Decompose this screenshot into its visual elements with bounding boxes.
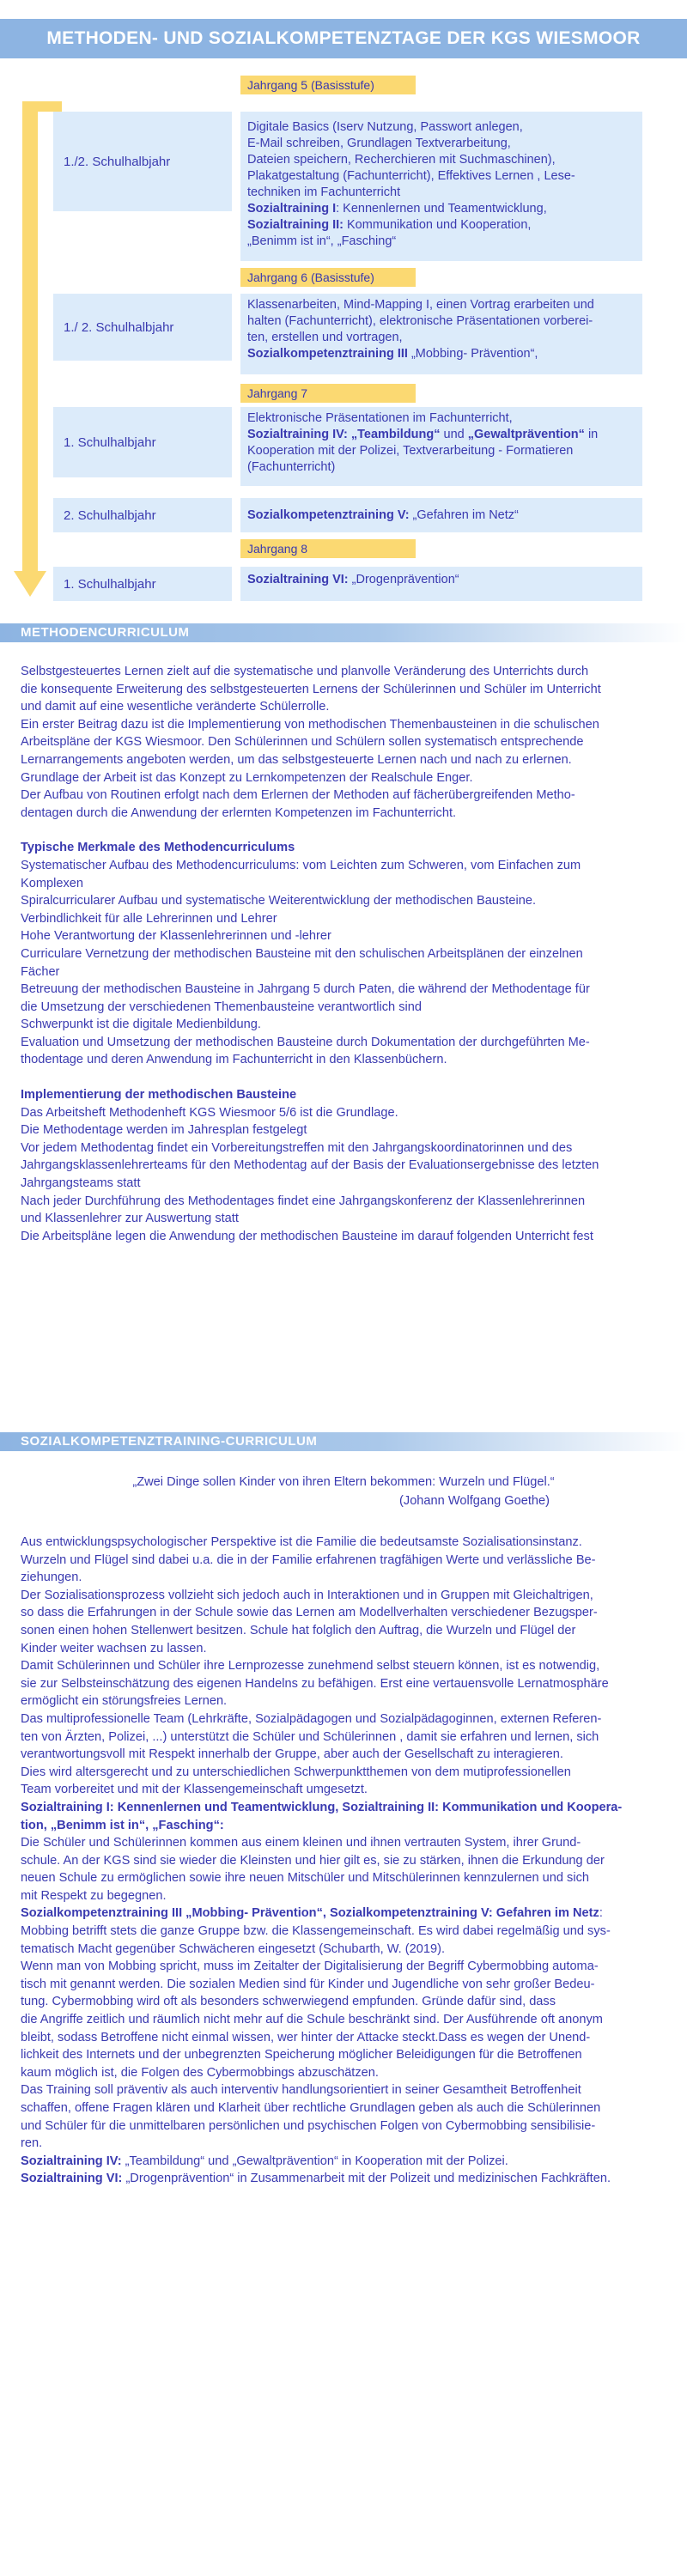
list-item: Fächer — [21, 964, 60, 979]
content-line — [247, 503, 635, 527]
grade-7-semester — [53, 407, 232, 477]
grade-5-content — [240, 112, 642, 261]
training-text: „Gefahren im Netz“ — [409, 508, 519, 522]
methoden-body — [21, 663, 675, 1245]
training-text: „Drogenprävention“ — [348, 573, 459, 586]
grade-6-label: Jahrgang 6 (Basisstufe) — [240, 268, 416, 287]
paragraph-line: Team vorbereitet und mit der Klassengemeinschaft umgesetzt. — [21, 1783, 368, 1797]
content-line: Kooperation mit der Polizei, Textverarbeitung - Formatieren — [247, 444, 574, 458]
paragraph-line: Mobbing betrifft stets die ganze Gruppe bzw. die Klassengemeinschaft. Es wird dabei regelmäßig und sys- — [21, 1924, 611, 1939]
paragraph-line: ren. — [21, 2136, 43, 2151]
training-label: Sozialkompetenztraining V: — [247, 508, 410, 522]
paragraph-line: so dass die Erfahrungen in der Schule sowie das Lernen am Modellverhalten verschiedener Bezugsper- — [21, 1606, 598, 1620]
paragraph-line: tematisch Macht gegenüber Schwächeren eingesetzt (Schubarth, W. (2019). — [21, 1941, 446, 1956]
paragraph-line: sonen einen hohen Stellenwert besitzen. Schule hat folglich den Auftrag, die Wurzeln und Flügel der — [21, 1623, 576, 1637]
sozial-body — [21, 1534, 675, 2188]
content-line: E-Mail schreiben, Grundlagen Textverarbeitung, — [247, 137, 511, 150]
impl-heading: Implementierung der methodischen Bausteine — [21, 1088, 297, 1103]
paragraph-line: und Schüler für die unmittelbaren persönlichen und psychischen Folgen von Cybermobbing sensibilisie- — [21, 2118, 596, 2133]
paragraph-line: Lernarrangements angeboten werden, um das selbstgesteuerte Lernen nach und nach zu erlernen. — [21, 752, 572, 767]
quote-text: „Zwei Dinge sollen Kinder von ihren Eltern bekommen: Wurzeln und Flügel.“ — [132, 1475, 555, 1489]
list-item: Schwerpunkt ist die digitale Medienbildung. — [21, 1018, 261, 1032]
semester-label: 1. Schulhalbjahr — [64, 576, 156, 592]
list-item: thodentage und deren Anwendung im Fachunterricht in den Klassenbüchern. — [21, 1053, 447, 1067]
training-text: „Drogenprävention“ in Zusammenarbeit mit der Polizeit und medizinischen Fachkräften. — [122, 2172, 611, 2186]
content-line: (Fachunterricht) — [247, 460, 336, 474]
training-heading-label: Sozialkompetenztraining III „Mobbing- Prävention“, Sozialkompetenztraining V: Gefahren im Netz — [21, 1906, 599, 1921]
training-text: und — [440, 428, 468, 441]
paragraph-line: dentagen durch die Anwendung der erlernten Kompetenzen im Fachunterricht. — [21, 805, 457, 820]
grade-5-label: Jahrgang 5 (Basisstufe) — [240, 76, 416, 94]
paragraph-line: lichkeit des Internets und der unbegrenzten Speicherung möglicher Beleidigungen für die Betroffenen — [21, 2048, 582, 2063]
paragraph-line: Damit Schülerinnen und Schüler ihre Lernprozesse zunehmend selbst steuern können, ist es notwendig, — [21, 1659, 600, 1674]
training-heading-end: : — [599, 1906, 603, 1921]
paragraph-line: Der Sozialisationsprozess vollzieht sich jedoch auch in Interaktionen und in Gruppen mit Gleichaltrigen, — [21, 1588, 593, 1602]
content-line — [247, 201, 635, 217]
paragraph-line: tung. Cybermobbing wird oft als besonders schwerwiegend empfunden. Gründe dafür sind, dass — [21, 1995, 556, 2009]
content-line: Dateien speichern, Recherchieren mit Suchmaschinen), — [247, 153, 556, 167]
grade-8-content — [240, 567, 642, 601]
training-text: in — [584, 428, 599, 441]
paragraph-line: sie zur Selbsteinschätzung des eigenen Handelns zu befähigen. Erst eine vertauensvolle Lernatmosphäre — [21, 1676, 609, 1691]
content-line: „Benimm ist in“, „Fasching“ — [247, 234, 397, 248]
paragraph-line: ten von Ärzten, Polizei, ...) unterstützt die Schüler und Schülerinnen , damit sie erfahren und lernen, sich — [21, 1729, 599, 1744]
grade-6-semester — [53, 294, 232, 361]
paragraph-line: ziehungen. — [21, 1571, 82, 1585]
paragraph-line: Das multiprofessionelle Team (Lehrkräfte, Sozialpädagogen und Sozialpädagoginnen, externen Referen- — [21, 1711, 602, 1726]
training-heading: tion, „Benimm ist in“, „Fasching“: — [21, 1818, 224, 1832]
content-line — [247, 572, 635, 587]
list-item: Betreuung der methodischen Bausteine in Jahrgang 5 durch Paten, die während der Methodentage für — [21, 982, 590, 997]
training-label: Sozialkompetenztraining III — [247, 347, 408, 361]
training-text: : Kennenlernen und Teamentwicklung, — [336, 202, 547, 216]
paragraph-line: Wenn man von Mobbing spricht, muss im Zeitalter der Digitalisierung der Begriff Cybermobbing automa- — [21, 1959, 599, 1974]
list-item: Nach jeder Durchführung des Methodentages findet eine Jahrgangskonferenz der Klassenlehrerinnen — [21, 1194, 586, 1208]
grade-6-content — [240, 294, 642, 374]
training-label: Sozialtraining II: — [247, 218, 344, 232]
list-item: Vor jedem Methodentag findet ein Vorbereitungstreffen mit den Jahrgangskoordinatorinnen und des — [21, 1140, 573, 1155]
paragraph-line: bleibt, sodass Betroffene nicht einmal wissen, wer hinter der Attacke steckt.Dass es wegen der Unend- — [21, 2030, 591, 2044]
content-line — [247, 346, 635, 362]
merkmale-heading: Typische Merkmale des Methodencurriculums — [21, 841, 295, 855]
grade-8-label: Jahrgang 8 — [240, 539, 416, 558]
paragraph-line: Der Aufbau von Routinen erfolgt nach dem Erlernen der Methoden auf fächerübergreifenden Metho- — [21, 788, 575, 803]
training-label: Sozialtraining IV: — [21, 2154, 122, 2168]
content-line: Klassenarbeiten, Mind-Mapping I, einen Vortrag erarbeiten und — [247, 298, 594, 312]
paragraph-line: ermöglicht ein störungsfreies Lernen. — [21, 1694, 228, 1709]
methoden-section-heading: METHODENCURRICULUM — [0, 623, 687, 642]
list-item: und Klassenlehrer zur Auswertung statt — [21, 1212, 239, 1226]
list-item: Curriculare Vernetzung der methodischen Bausteine mit den schulischen Arbeitsplänen der einzelnen — [21, 946, 583, 961]
training-label: Sozialtraining I — [247, 202, 337, 216]
list-item: Evaluation und Umsetzung der methodischen Bausteine durch Dokumentation der durchgeführten Me- — [21, 1035, 590, 1049]
training-text: „Teambildung“ und „Gewaltprävention“ in Kooperation mit der Polizei. — [121, 2154, 508, 2168]
quote-author: (Johann Wolfgang Goethe) — [399, 1494, 550, 1508]
timeline-arrow-shaft — [22, 101, 38, 571]
list-item: Das Arbeitsheft Methodenheft KGS Wiesmoor 5/6 ist die Grundlage. — [21, 1105, 398, 1120]
paragraph-line: Wurzeln und Flügel sind dabei u.a. die in der Familie erfahrenen tragfähigen Werte und verlässliche Be- — [21, 1552, 596, 1567]
grade-7-label: Jahrgang 7 — [240, 384, 416, 403]
training-text: Kommunikation und Kooperation, — [343, 218, 532, 232]
list-item: Jahrgangsteams statt — [21, 1176, 141, 1191]
paragraph-line: neuen Schule zu ermöglichen sowie ihre neuen Mitschüler und Mitschülerinnen kennzulernen und sich — [21, 1871, 589, 1886]
training-text: „Mobbing- Prävention“, — [407, 347, 538, 361]
list-item: die Umsetzung der verschiedenen Themenbausteine verantwortlich sind — [21, 999, 422, 1014]
semester-label: 2. Schulhalbjahr — [64, 507, 156, 523]
paragraph-line: Dies wird altersgerecht und zu unterschiedlichen Schwerpunktthemen von dem mutiprofessionellen — [21, 1765, 571, 1779]
grade-7-semester-2 — [53, 498, 232, 532]
paragraph-line: Das Training soll präventiv als auch interventiv handlungsorientiert in seiner Gesamtheit Betroffenheit — [21, 2083, 581, 2098]
list-item: Verbindlichkeit für alle Lehrerinnen und Lehrer — [21, 911, 277, 926]
paragraph-line: Die Schüler und Schülerinnen kommen aus einem kleinen und ihnen vertrauten System, ihrer Grund- — [21, 1836, 581, 1850]
paragraph-line: schule. An der KGS sind sie wieder die Kleinsten und hier gilt es, sie zu stärken, ihnen die Erkundung der — [21, 1853, 605, 1868]
semester-label: 1./ 2. Schulhalbjahr — [64, 319, 174, 335]
list-item: Die Methodentage werden im Jahresplan festgelegt — [21, 1123, 307, 1138]
paragraph-line: kaum möglich ist, die Folgen des Cybermobbings abzuschätzen. — [21, 2065, 379, 2080]
content-line: ten, erstellen und vortragen, — [247, 331, 403, 344]
grade-7-content-2 — [240, 498, 642, 532]
training-line — [21, 2153, 675, 2171]
content-line — [247, 427, 635, 443]
list-item: Die Arbeitspläne legen die Anwendung der methodischen Bausteine im darauf folgenden Unterricht fest — [21, 1229, 593, 1243]
paragraph-line: mit Respekt zu begegnen. — [21, 1888, 167, 1903]
training-heading: Sozialtraining I: Kennenlernen und Teamentwicklung, Sozialtraining II: Kommunikation und Koopera- — [21, 1800, 623, 1814]
training-label: „Gewaltprävention“ — [467, 428, 585, 441]
page-title: METHODEN- UND SOZIALKOMPETENZTAGE DER KGS WIESMOOR — [0, 19, 687, 58]
list-item: Hohe Verantwortung der Klassenlehrerinnen und -lehrer — [21, 929, 331, 944]
list-item: Jahrgangsklassenlehrerteams für den Methodentag auf der Basis der Evaluationsergebnisse des letzten — [21, 1158, 599, 1173]
content-line: Elektronische Präsentationen im Fachunterricht, — [247, 411, 513, 425]
content-line: halten (Fachunterricht), elektronische Präsentationen vorberei- — [247, 314, 593, 328]
paragraph-line: verantwortungsvoll mit Respekt innerhalb der Gruppe, aber auch der Gesellschaft zu interagieren. — [21, 1747, 563, 1762]
content-line: techniken im Fachunterricht — [247, 185, 401, 199]
paragraph-line: Grundlage der Arbeit ist das Konzept zu Lernkompetenzen der Realschule Enger. — [21, 770, 473, 785]
content-line: Digitale Basics (Iserv Nutzung, Passwort anlegen, — [247, 120, 523, 134]
timeline-arrow-head-icon — [14, 571, 46, 597]
paragraph-line: die Angriffe zeitlich und räumlich nicht mehr auf die Schule beschränkt sind. Der Ausführende oft anonym — [21, 2013, 603, 2027]
training-heading — [21, 1905, 675, 1923]
paragraph-line: und damit auf eine wesentliche veränderte Schülerrolle. — [21, 700, 330, 714]
list-item: Systematischer Aufbau des Methodencurriculums: vom Leichten zum Schweren, vom Einfachen zum — [21, 858, 581, 872]
grade-5-semester — [53, 112, 232, 211]
paragraph-line: Aus entwicklungspsychologischer Perspektive ist die Familie die bedeutsamste Sozialisationsinstanz. — [21, 1535, 582, 1549]
grade-8-semester — [53, 567, 232, 601]
paragraph-line: tisch mit genannt werden. Die sozialen Medien sind für Kinder und Jugendliche von sehr großer Bedeu- — [21, 1977, 595, 1991]
sozial-section-heading: SOZIALKOMPETENZTRAINING-CURRICULUM — [0, 1432, 687, 1451]
paragraph-line: Ein erster Beitrag dazu ist die Implementierung von methodischen Themenbausteinen in die schulischen — [21, 717, 599, 732]
paragraph-line: Kinder weiter wachsen zu lassen. — [21, 1641, 207, 1656]
semester-label: 1. Schulhalbjahr — [64, 434, 156, 450]
training-label: Sozialtraining VI: — [247, 573, 349, 586]
paragraph-line: Arbeitspläne der KGS Wiesmoor. Den Schülerinnen und Schülern sollen systematisch entsprechende — [21, 735, 584, 750]
paragraph-line: Selbstgesteuertes Lernen zielt auf die systematische und planvolle Veränderung des Unterrichts durch — [21, 665, 589, 678]
grade-7-content — [240, 407, 642, 486]
content-line — [247, 217, 635, 234]
training-line — [21, 2170, 675, 2188]
training-label: Sozialtraining IV: „Teambildung“ — [247, 428, 441, 441]
paragraph-line: schaffen, offene Fragen klären und Klarheit über rechtliche Grundlagen geben als auch die Schülerinnen — [21, 2101, 601, 2115]
list-item: Komplexen — [21, 876, 84, 890]
list-item: Spiralcurricularer Aufbau und systematische Weiterentwicklung der methodischen Bausteine. — [21, 894, 537, 908]
training-label: Sozialtraining VI: — [21, 2172, 123, 2186]
content-line: Plakatgestaltung (Fachunterricht), Effektives Lernen , Lese- — [247, 169, 575, 183]
semester-label: 1./2. Schulhalbjahr — [64, 154, 171, 169]
paragraph-line: die konsequente Erweiterung des selbstgesteuerten Lernens der Schülerinnen und Schüler im Unterricht — [21, 682, 601, 696]
